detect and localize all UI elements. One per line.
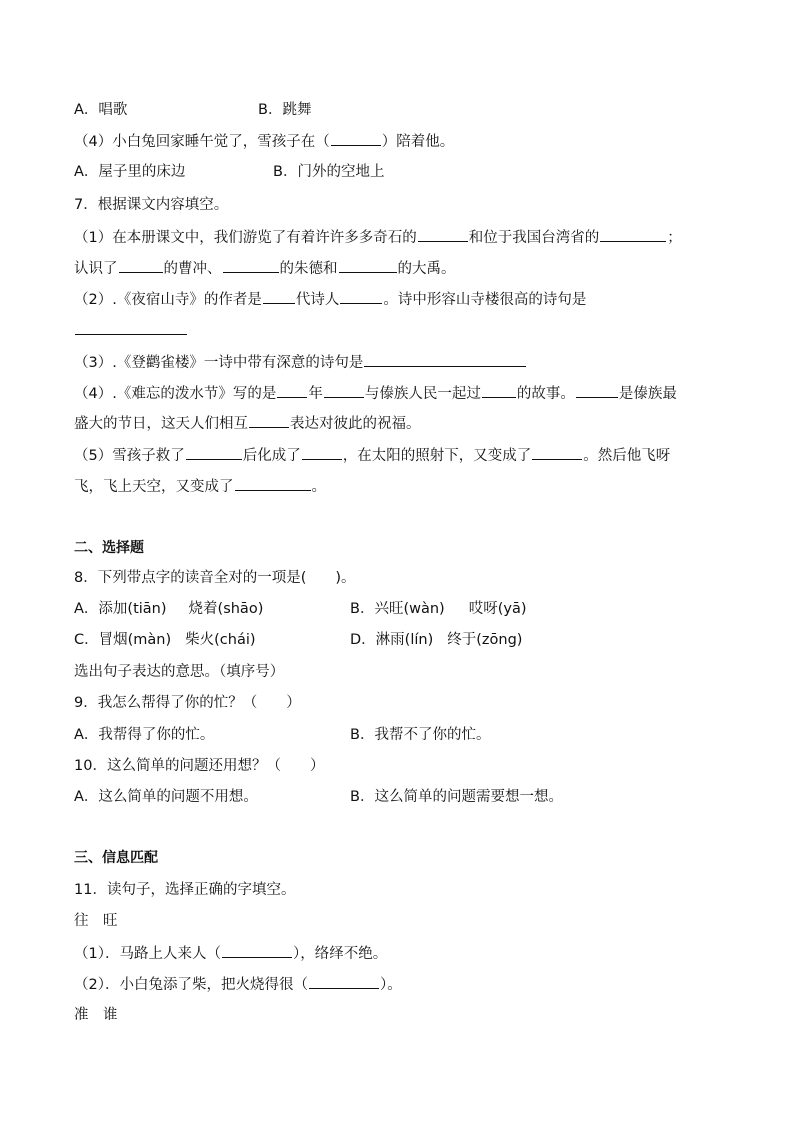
q8-option-d: D．淋雨(lín) 终于(zōng) — [350, 632, 523, 648]
q6-option-b-3: B．跳舞 — [258, 102, 312, 118]
q11-char-pair-2: 准 谁 — [74, 1007, 118, 1023]
q10-option-b: B．这么简单的问题需要想一想。 — [350, 789, 563, 805]
q6-option-b-4: B．门外的空地上 — [273, 164, 385, 180]
q6-part-4: （4）小白兔回家睡午觉了，雪孩子在（ ）陪着他。 — [74, 131, 454, 152]
q11-sentence-2: （2）．小白兔添了柴，把火烧得很（ ）。 — [74, 974, 402, 995]
q7-stem: 7．根据课文内容填空。 — [74, 197, 229, 213]
q7-part-2: （2）.《夜宿山寺》的作者是 代诗人 。诗中形容山寺楼很高的诗句是 — [74, 289, 586, 310]
q8-option-a: A．添加(tiān) 烧着(shāo) — [74, 601, 264, 617]
q8-option-c: C．冒烟(màn) 柴火(chái) — [74, 632, 256, 648]
q6-option-a-3: A．唱歌 — [74, 102, 128, 118]
q7-part-2-blank — [74, 320, 188, 341]
q10-option-a: A．这么简单的问题不用想。 — [74, 789, 258, 805]
instruction-text: 选出句子表达的意思。（填序号） — [74, 664, 285, 680]
q7-part-5-cont: 飞，飞上天空，又变成了 。 — [74, 476, 326, 497]
q8-stem: 8．下列带点字的读音全对的一项是( )。 — [74, 570, 356, 586]
section-title-matching: 三、信息匹配 — [74, 850, 158, 866]
q11-stem: 11．读句子，选择正确的字填空。 — [74, 882, 296, 898]
q9-option-a: A．我帮得了你的忙。 — [74, 727, 215, 743]
q6-option-a-4: A．屋子里的床边 — [74, 164, 186, 180]
q9-stem: 9．我怎么帮得了你的忙？（ ） — [74, 695, 301, 711]
q7-part-3: （3）.《登鹳雀楼》一诗中带有深意的诗句是 — [74, 352, 527, 373]
q9-option-b: B．我帮不了你的忙。 — [350, 727, 491, 743]
q11-sentence-1: （1）．马路上人来人（ ），络绎不绝。 — [74, 943, 387, 964]
section-title-choice: 二、选择题 — [74, 540, 144, 556]
q11-char-pair-1: 往 旺 — [74, 913, 118, 929]
q7-part-4: （4）.《难忘的泼水节》写的是 年 与傣族人民一起过 的故事。 是傣族最 — [74, 383, 677, 404]
q7-part-5: （5）雪孩子救了 后化成了 ，在太阳的照射下，又变成了 。然后他飞呀 — [74, 445, 670, 466]
q7-part-1-cont: 认识了 的曹冲、 的朱德和 的大禹。 — [74, 258, 456, 279]
q8-option-b: B．兴旺(wàn) 哎呀(yā) — [350, 601, 527, 617]
q10-stem: 10．这么简单的问题还用想？（ ） — [74, 758, 325, 774]
q7-part-4-cont: 盛大的节日，这天人们相互 表达对彼此的祝福。 — [74, 413, 421, 434]
q7-part-1: （1）在本册课文中，我们游览了有着许许多多奇石的 和位于我国台湾省的 ； — [74, 227, 682, 248]
